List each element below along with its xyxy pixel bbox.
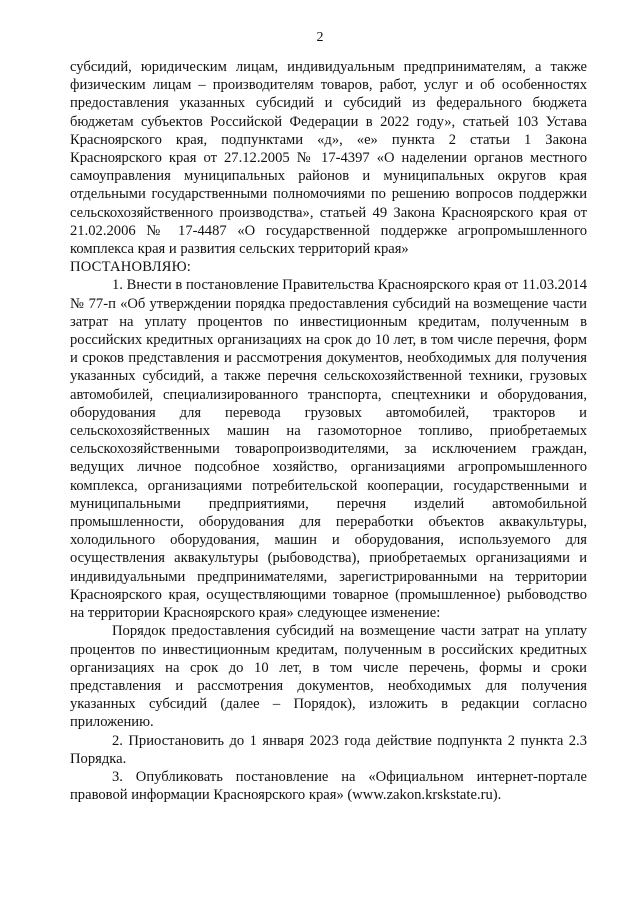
page-number: 2 bbox=[316, 30, 324, 45]
item-3-paragraph: 3. Опубликовать постановление на «Официальном интернет-портале правовой информации Красноярского края» (www.zakon.krskstate.ru). bbox=[70, 768, 587, 804]
document-body bbox=[70, 58, 587, 804]
item-2-paragraph: 2. Приостановить до 1 января 2023 года действие подпункта 2 пункта 2.3 Порядка. bbox=[70, 732, 587, 767]
decree-heading: ПОСТАНОВЛЯЮ: bbox=[70, 259, 192, 276]
item-1-amendment-paragraph: Порядок предоставления субсидий на возмещение части затрат на уплату процентов по инвестиционным кредитам, полученным в российских кредитных организациях на срок до 10 лет, в том числе перечень, формы и сроки представления и рассмотрения документов, необходимых для получения указанных субсидий (далее – Порядок), изложить в редакции согласно приложению. bbox=[70, 623, 587, 731]
intro-paragraph: субсидий, юридическим лицам, индивидуальным предпринимателям, а также физическим лицам – производителям товаров, работ, услуг и об особенностях предоставления указанных субсидий и субсидий из федерального бюджета бюджетам субъектов Российской Федерации в 2022 году», статьей 103 Устава Красноярского края, подпунктами «д», «е» пункта 2 статьи 1 Закона Красноярского края от 27.12.2005 № 17-4397 «О наделении органов местного самоуправления муниципальных районов и муниципальных округов края отдельными государственными полномочиями по решению вопросов поддержки сельскохозяйственного производства», статьей 49 Закона Красноярского края от 21.02.2006 № 17-4487 «О государственной поддержке агропромышленного комплекса края и развития сельских территорий края» bbox=[70, 59, 587, 258]
item-1-paragraph: 1. Внести в постановление Правительства Красноярского края от 11.03.2014 № 77-п «Об утверждении порядка предоставления субсидий на возмещение части затрат на уплату процентов по инвестиционным кредитам, полученным в российских кредитных организациях на срок до 10 лет, в том числе перечня, форм и сроков представления и рассмотрения документов, необходимых для получения указанных субсидий, а также перечня сельскохозяйственной техники, грузовых автомобилей, специализированного транспорта, спецтехники и оборудования, оборудования для перевода грузовых автомобилей, тракторов и сельскохозяйственных машин на газомоторное топливо, приобретаемых сельскохозяйственными товаропроизводителями, за исключением граждан, ведущих личное подсобное хозяйство, организациями агропромышленного комплекса, организациями потребительской кооперации, государственными и муниципальными предприятиями, перечня изделий автомобильной промышленности, оборудования для переработки объектов аквакультуры, холодильного оборудования, машин и оборудования, используемого для осуществления аквакультуры (рыбоводства), приобретаемых организациями и индивидуальными предпринимателями, зарегистрированными на территории Красноярского края, осуществляющими товарное (промышленное) рыбоводство на территории Красноярского края» следующее изменение: bbox=[70, 277, 587, 622]
